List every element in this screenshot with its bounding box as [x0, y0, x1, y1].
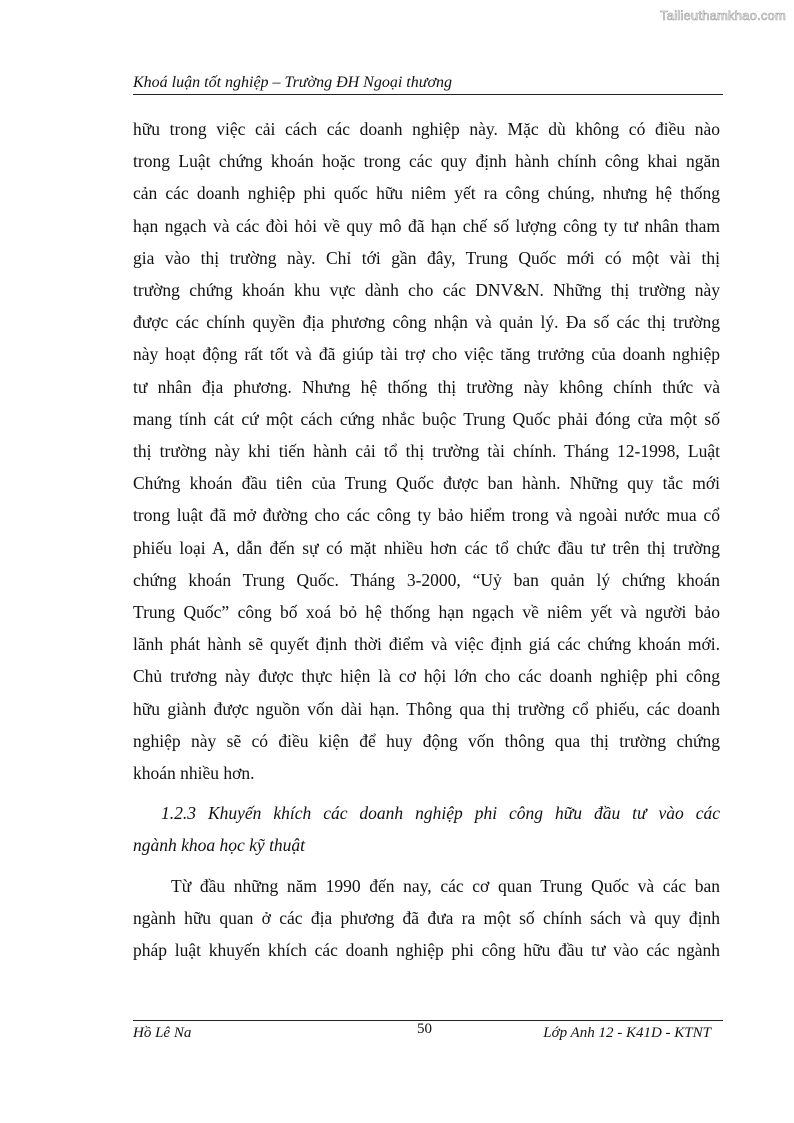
page-footer [133, 1020, 723, 1047]
page-body [133, 113, 720, 966]
text-line: hạn ngạch và các đòi hỏi về quy mô đã hạn chế số lượng công ty tư nhân tham [133, 215, 720, 236]
text-line: hữu giành được nguồn vốn dài hạn. Thông qua thị trường cổ phiếu, các doanh [133, 698, 720, 719]
heading-line: ngành khoa học kỹ thuật [133, 835, 306, 856]
text-line: hữu trong việc cải cách các doanh nghiệp này. Mặc dù không có điều nào [133, 119, 720, 139]
text-line: gia vào thị trường này. Chỉ tới gần đây, Trung Quốc mới có một vài thị [133, 247, 720, 268]
text-line: nghiệp này sẽ có điều kiện để huy động vốn thông qua thị trường chứng [133, 730, 720, 751]
text-line: Chủ trương này được thực hiện là cơ hội lớn cho các doanh nghiệp phi công [133, 666, 720, 687]
text-line: Trung Quốc” công bố xoá bỏ hệ thống hạn ngạch về niêm yết và người bảo [133, 602, 720, 623]
paragraph-1 [133, 113, 720, 789]
text-line: ngành hữu quan ở các địa phương đã đưa ra một số chính sách và quy định [133, 907, 720, 928]
text-line: thị trường này khi tiến hành cải tổ thị trường tài chính. Tháng 12-1998, Luật [133, 441, 720, 462]
watermark: Tailieuthamkhao.com [660, 8, 786, 23]
text-line: pháp luật khuyến khích các doanh nghiệp phi công hữu đầu tư vào các ngành [133, 940, 720, 961]
footer-author: Hồ Lê Na [133, 1025, 192, 1041]
text-line: trường chứng khoán khu vực dành cho các DNV&N. Những thị trường này [133, 280, 720, 301]
text-line: chứng khoán Trung Quốc. Tháng 3-2000, “Uỷ ban quản lý chứng khoán [133, 569, 720, 590]
text-line: mang tính cát cứ một cách cứng nhắc buộc Trung Quốc phải đóng cửa một số [133, 408, 720, 429]
text-line: Chứng khoán đầu tiên của Trung Quốc được ban hành. Những quy tắc mới [133, 473, 720, 494]
section-heading [133, 797, 720, 861]
text-line: Từ đầu những năm 1990 đến nay, các cơ quan Trung Quốc và các ban [171, 875, 720, 896]
page-number: 50 [417, 1021, 432, 1037]
text-line: tư nhân địa phương. Nhưng hệ thống thị trường này không chính thức và [133, 376, 720, 397]
text-line: phiếu loại A, dẫn đến sự có mặt nhiều hơn các tổ chức đầu tư trên thị trường [133, 537, 720, 558]
text-line: trong Luật chứng khoán hoặc trong các quy định hành chính công khai ngăn [133, 151, 720, 172]
text-line: lãnh phát hành sẽ quyết định thời điểm và việc định giá các chứng khoán mới. [133, 634, 720, 655]
text-line: cản các doanh nghiệp phi quốc hữu niêm yết ra công chúng, nhưng hệ thống [133, 183, 720, 204]
heading-line: 1.2.3 Khuyến khích các doanh nghiệp phi công hữu đầu tư vào các [161, 803, 720, 824]
footer-class: Lớp Anh 12 - K41D - KTNT [543, 1025, 711, 1041]
page-header: Khoá luận tốt nghiệp – Trường ĐH Ngoại thương [133, 74, 723, 95]
text-line: này hoạt động rất tốt và đã giúp tài trợ cho việc tăng trưởng của doanh nghiệp [133, 344, 720, 365]
text-line: được các chính quyền địa phương công nhận và quản lý. Đa số các thị trường [133, 312, 720, 333]
text-line: trong luật đã mở đường cho các công ty bảo hiểm trong và ngoài nước mua cổ [133, 505, 720, 526]
text-line: khoán nhiều hơn. [133, 763, 255, 784]
paragraph-2 [133, 870, 720, 967]
